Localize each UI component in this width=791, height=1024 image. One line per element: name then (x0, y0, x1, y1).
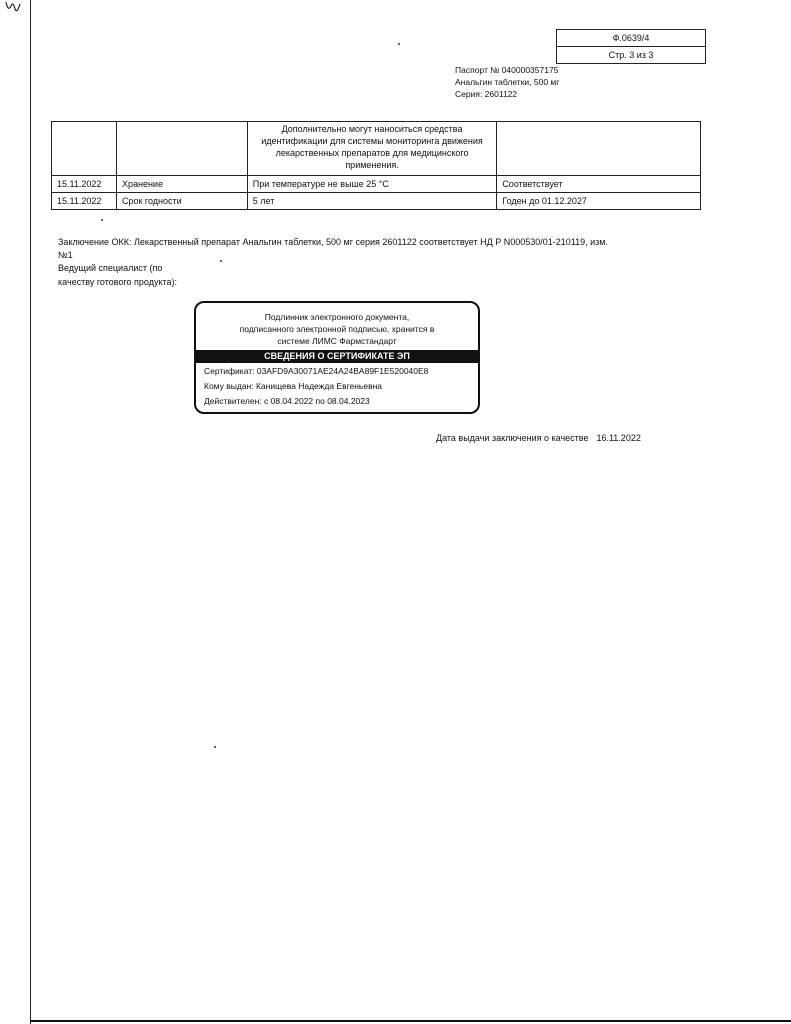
row-indicator: Срок годности (116, 193, 247, 210)
certificate-header: СВЕДЕНИЯ О СЕРТИФИКАТЕ ЭП (196, 350, 478, 363)
row-norm: При температуре не выше 25 °С (247, 176, 497, 193)
issue-date-value: 16.11.2022 (596, 433, 641, 443)
specialist-label: Ведущий специалист (по качеству готового продукта): (58, 263, 178, 287)
certificate-validity: Действителен: с 08.04.2022 по 08.04.2023 (204, 396, 370, 406)
stamp-text-line: системе ЛИМС Фармстандарт (277, 336, 397, 346)
row-date: 15.11.2022 (52, 176, 117, 193)
table-cell (497, 122, 701, 176)
row-date: 15.11.2022 (52, 193, 117, 210)
passport-number: Паспорт № 040000357175 (455, 65, 559, 75)
scan-left-edge (30, 0, 31, 1024)
scan-speck (101, 219, 103, 221)
continuation-text: Дополнительно могут наноситься средства идентификации для системы мониторинга движения лекарственных препаратов для медицинского применения. (247, 122, 497, 176)
stamp-text-line: подписанного электронной подписью, хранится в (239, 324, 435, 334)
series-number: Серия: 2601122 (455, 89, 518, 99)
table-cell (116, 122, 247, 176)
scan-bottom-edge (30, 1020, 791, 1022)
row-indicator: Хранение (116, 176, 247, 193)
handwritten-mark-icon (4, 0, 30, 16)
e-signature-stamp (194, 301, 480, 414)
issue-date-line (436, 433, 641, 443)
qc-conclusion: Заключение ОКК: Лекарственный препарат Анальгин таблетки, 500 мг серия 2601122 соответствует НД Р N000530/01-210119, изм.№1 (58, 237, 608, 260)
table-row (52, 176, 701, 193)
row-result: Соответствует (497, 176, 701, 193)
certificate-number: Сертификат: 03AFD9A30071AE24A24BA89F1E520040E8 (204, 366, 429, 376)
issue-date-label: Дата выдачи заключения о качестве (436, 433, 589, 443)
table-row (52, 122, 701, 176)
row-result: Годен до 01.12.2027 (497, 193, 701, 210)
scan-speck (214, 746, 216, 748)
stamp-text-line: Подлинник электронного документа, (264, 312, 410, 322)
table-cell (52, 122, 117, 176)
form-code: Ф.0639/4 (612, 33, 650, 43)
passport-block (455, 64, 559, 100)
scan-speck (398, 43, 400, 45)
certificate-owner: Кому выдан: Канищева Надежда Евгеньевна (204, 381, 383, 391)
row-norm: 5 лет (247, 193, 497, 210)
spec-table (51, 121, 701, 210)
table-row (52, 193, 701, 210)
product-name: Анальгин таблетки, 500 мг (455, 77, 560, 87)
form-code-box (556, 29, 706, 64)
page-counter: Стр. 3 из 3 (557, 46, 705, 63)
stamp-heading (196, 311, 478, 347)
